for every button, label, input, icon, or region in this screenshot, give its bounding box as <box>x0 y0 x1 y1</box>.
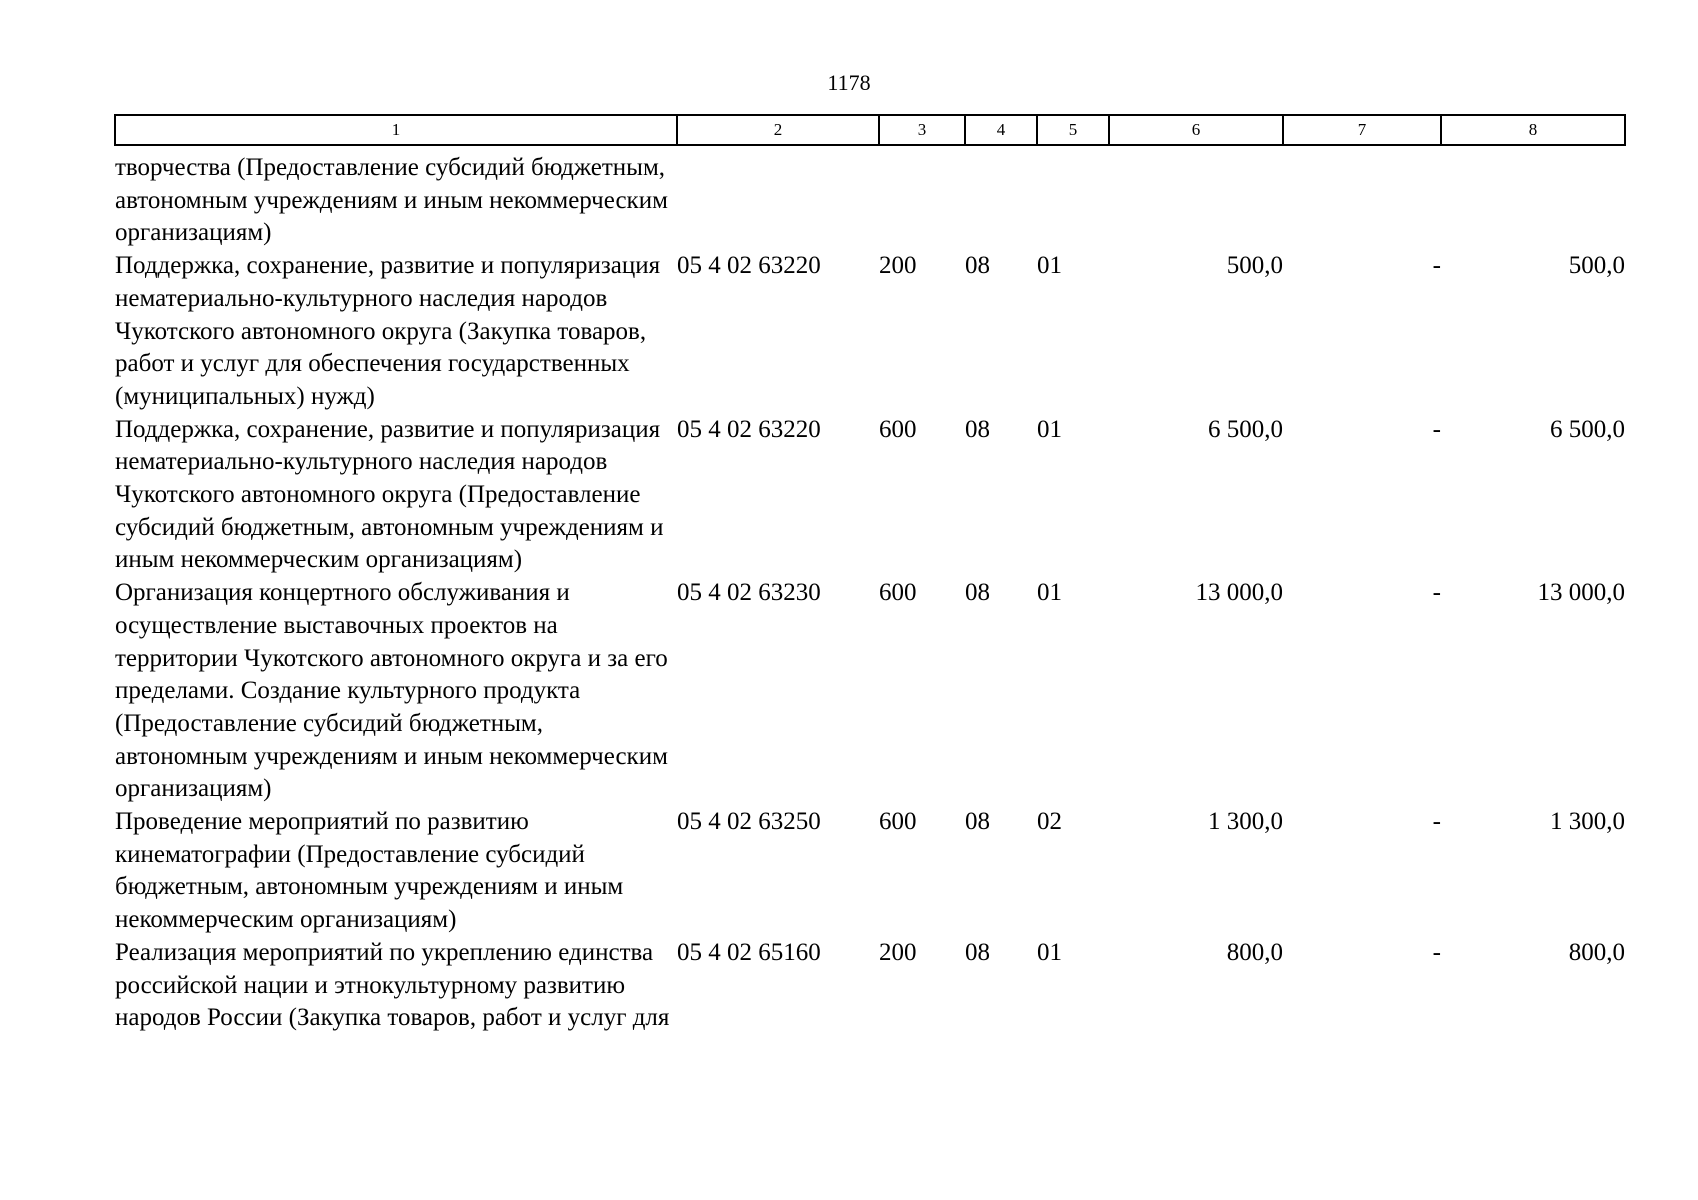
row-col-5: 01 <box>1037 579 1062 607</box>
row-code: 05 4 02 63230 <box>677 579 821 607</box>
row-col-3 <box>879 145 965 250</box>
row-name: Реализация мероприятий по укреплению единства российской нации и этнокультурному развитию народов России (Закупка товаров, работ и услуг для <box>115 938 670 1032</box>
table-header <box>115 115 1625 145</box>
row-col-3: 600 <box>879 415 917 443</box>
row-code <box>677 145 879 250</box>
row-col-8: 800,0 <box>1568 938 1625 966</box>
row-name: Поддержка, сохранение, развитие и популяризация нематериально-культурного наследия народов Чукотского автономного округа (Предоставление субсидий бюджетным, автономным учреждениям и иным некоммерческим организациям) <box>115 415 664 574</box>
row-col-3: 600 <box>879 579 917 607</box>
row-name: Организация концертного обслуживания и осуществление выставочных проектов на территории Чукотского автономного округа и за его пределами. Создание культурного продукта (Предоставление субсидий бюджетным, автономным учреждениям и иным некоммерческим организациям) <box>115 579 668 803</box>
row-col-6: 6 500,0 <box>1208 415 1283 443</box>
row-col-7 <box>1283 145 1441 250</box>
header-col-5: 5 <box>1037 115 1109 145</box>
row-col-5: 02 <box>1037 808 1062 836</box>
row-col-7: - <box>1432 252 1441 280</box>
header-col-1: 1 <box>115 115 677 145</box>
row-col-8: 1 300,0 <box>1550 808 1625 836</box>
row-col-8 <box>1441 145 1625 250</box>
row-code: 05 4 02 63220 <box>677 252 821 280</box>
header-col-4: 4 <box>965 115 1037 145</box>
row-col-8: 6 500,0 <box>1550 415 1625 443</box>
table-row <box>115 937 1625 1035</box>
row-name: творчества (Предоставление субсидий бюджетным, автономным учреждениям и иным некоммерческим организациям) <box>115 154 668 247</box>
budget-table-container <box>114 114 1624 1035</box>
table-row <box>115 577 1625 806</box>
row-col-7: - <box>1432 415 1441 443</box>
row-col-7: - <box>1432 808 1441 836</box>
header-col-8: 8 <box>1441 115 1625 145</box>
row-col-6: 13 000,0 <box>1195 579 1283 607</box>
row-code: 05 4 02 65160 <box>677 938 821 966</box>
row-col-6 <box>1109 145 1283 250</box>
row-col-6: 800,0 <box>1226 938 1283 966</box>
header-col-3: 3 <box>879 115 965 145</box>
budget-table <box>114 114 1626 1035</box>
table-body <box>115 145 1625 1035</box>
row-col-3: 600 <box>879 808 917 836</box>
row-col-3: 200 <box>879 252 917 280</box>
header-col-6: 6 <box>1109 115 1283 145</box>
row-col-5: 01 <box>1037 252 1062 280</box>
row-col-8: 500,0 <box>1568 252 1625 280</box>
page-number: 1178 <box>827 70 871 95</box>
row-col-4 <box>965 145 1037 250</box>
row-col-6: 1 300,0 <box>1208 808 1283 836</box>
row-col-4: 08 <box>965 415 990 443</box>
table-row <box>115 145 1625 250</box>
header-row <box>115 115 1625 145</box>
row-col-5: 01 <box>1037 415 1062 443</box>
row-col-7: - <box>1432 579 1441 607</box>
row-name: Проведение мероприятий по развитию кинематографии (Предоставление субсидий бюджетным, автономным учреждениям и иным некоммерческим организациям) <box>115 808 624 934</box>
header-col-2: 2 <box>677 115 879 145</box>
row-col-5 <box>1037 145 1109 250</box>
table-row <box>115 806 1625 937</box>
row-col-4: 08 <box>965 808 990 836</box>
row-col-7: - <box>1432 938 1441 966</box>
row-col-3: 200 <box>879 938 917 966</box>
header-col-7: 7 <box>1283 115 1441 145</box>
row-code: 05 4 02 63250 <box>677 808 821 836</box>
row-col-6: 500,0 <box>1226 252 1283 280</box>
row-name: Поддержка, сохранение, развитие и популяризация нематериально-культурного наследия народов Чукотского автономного округа (Закупка товаров, работ и услуг для обеспечения государственных (муниципальных) нужд) <box>115 252 661 410</box>
row-code: 05 4 02 63220 <box>677 415 821 443</box>
row-col-5: 01 <box>1037 938 1062 966</box>
table-row <box>115 250 1625 414</box>
row-col-4: 08 <box>965 252 990 280</box>
table-row <box>115 414 1625 578</box>
row-col-4: 08 <box>965 579 990 607</box>
row-col-4: 08 <box>965 938 990 966</box>
row-col-8: 13 000,0 <box>1537 579 1625 607</box>
